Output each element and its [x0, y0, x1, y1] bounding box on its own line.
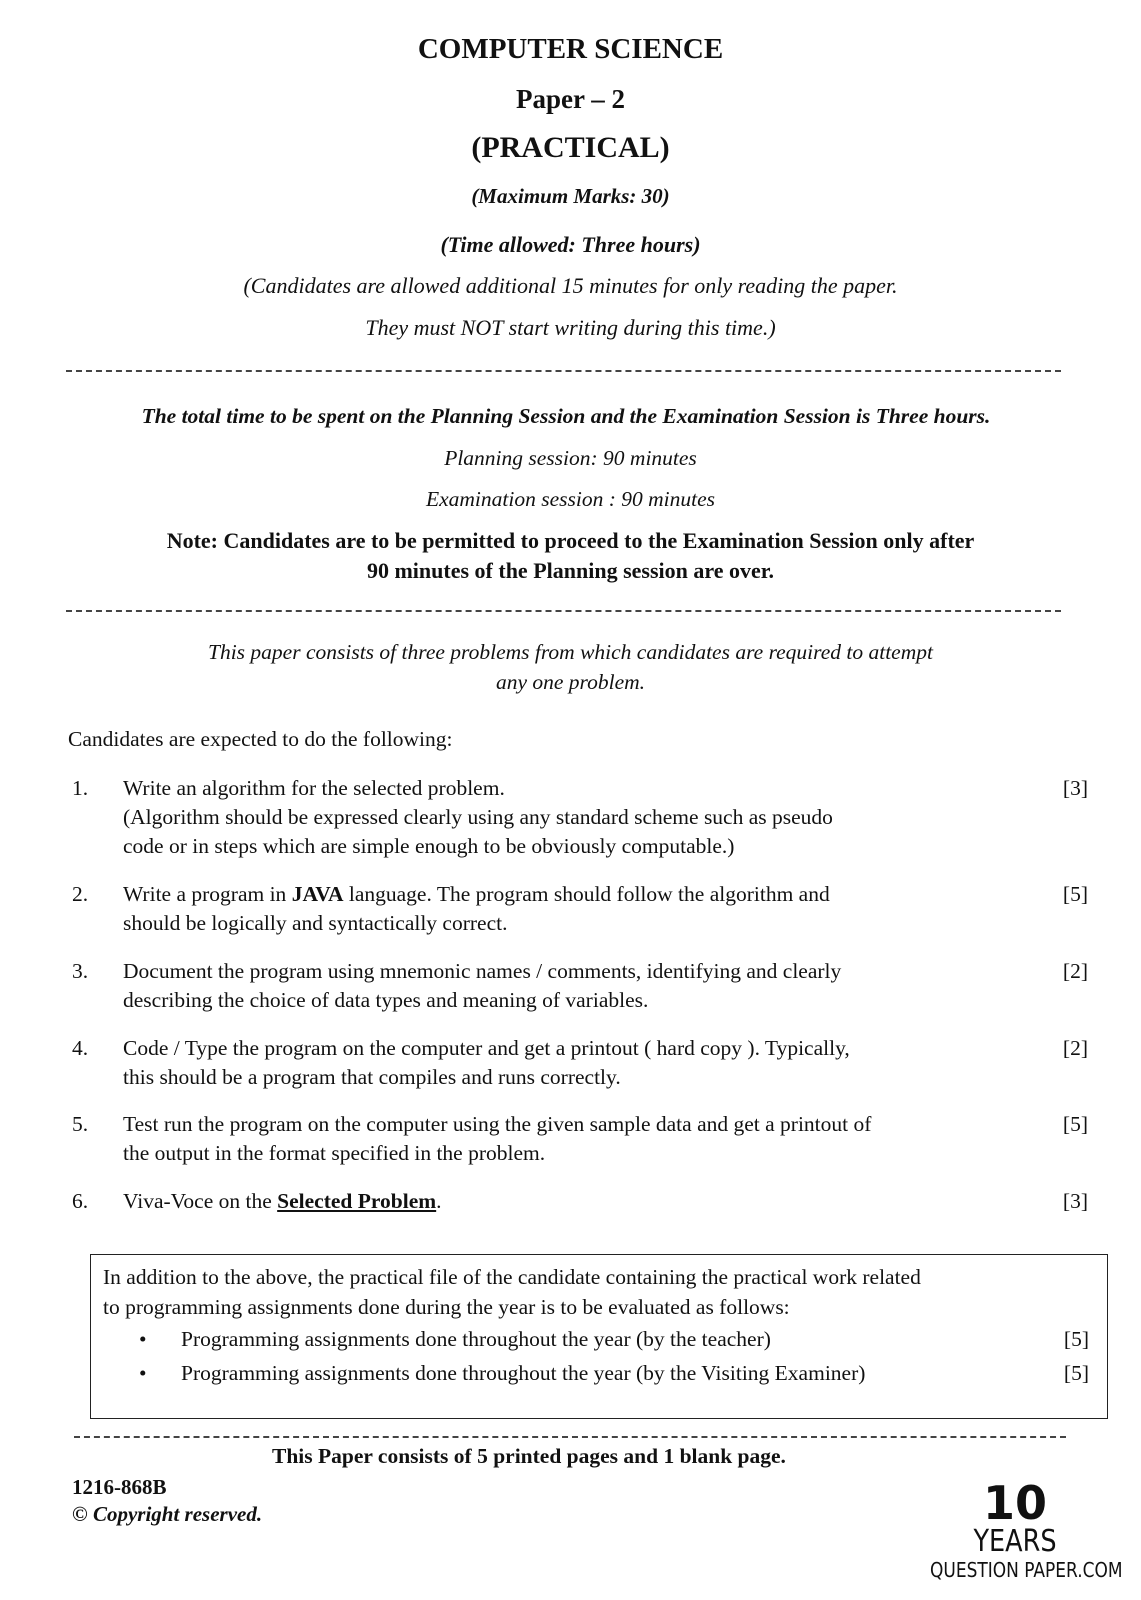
note-line1: Note: Candidates are to be permitted to proceed to the Examination Session only after	[166, 528, 975, 553]
task-text	[123, 1186, 1013, 1216]
paper-type: (PRACTICAL)	[471, 131, 670, 164]
divider	[66, 370, 1061, 372]
task-text: should be logically and syntactically correct.	[123, 911, 508, 935]
task-text	[123, 879, 1013, 909]
task-text-part: Viva-Voce on the	[123, 1189, 278, 1213]
logo-years: YEARS	[973, 1524, 1057, 1559]
task-item	[68, 879, 1088, 941]
copyright-notice: © Copyright reserved.	[72, 1502, 263, 1526]
reading-time-line2: They must NOT start writing during this time.)	[365, 315, 776, 340]
subject-title: COMPUTER SCIENCE	[417, 33, 724, 65]
task-item	[68, 1033, 1088, 1095]
note-line2: 90 minutes of the Planning session are over.	[366, 558, 775, 583]
task-mark: [3]	[1062, 776, 1088, 800]
consists-line1: This paper consists of three problems from which candidates are required to attempt	[208, 640, 933, 664]
evaluation-item-mark: [5]	[1063, 1361, 1089, 1385]
max-marks: (Maximum Marks: 30)	[471, 184, 670, 208]
task-item	[68, 956, 1088, 1018]
task-text: code or in steps which are simple enough to be obviously computable.)	[123, 834, 735, 858]
task-mark: [2]	[1062, 959, 1088, 983]
java-keyword: JAVA	[291, 882, 344, 906]
consists-line2: any one problem.	[495, 670, 646, 694]
task-text: Test run the program on the computer using the given sample data and get a printout of	[123, 1112, 872, 1136]
task-text: the output in the format specified in the problem.	[123, 1141, 546, 1165]
task-item	[68, 773, 1088, 865]
page-count-note: This Paper consists of 5 printed pages and 1 blank page.	[272, 1444, 786, 1468]
evaluation-item-text: Programming assignments done throughout the year (by the teacher)	[181, 1327, 771, 1351]
task-number: 2.	[72, 882, 89, 906]
task-number: 6.	[72, 1189, 89, 1213]
practical-file-box	[90, 1254, 1108, 1419]
task-mark: [5]	[1062, 882, 1088, 906]
task-mark: [5]	[1062, 1112, 1088, 1136]
task-number: 3.	[72, 959, 89, 983]
evaluation-item-text: Programming assignments done throughout the year (by the Visiting Examiner)	[181, 1361, 866, 1385]
practical-file-line2: to programming assignments done during the year is to be evaluated as follows:	[103, 1295, 790, 1319]
total-time-statement: The total time to be spent on the Planning Session and the Examination Session is Three hours.	[141, 404, 991, 428]
task-text: Code / Type the program on the computer and get a printout ( hard copy ). Typically,	[123, 1036, 850, 1060]
bullet-icon: •	[139, 1361, 147, 1385]
task-text: this should be a program that compiles and runs correctly.	[123, 1065, 621, 1089]
task-text-part: language. The program should follow the algorithm and	[343, 882, 830, 906]
task-text: (Algorithm should be expressed clearly using any standard scheme such as pseudo	[123, 805, 833, 829]
expected-intro: Candidates are expected to do the following:	[68, 727, 453, 751]
divider	[74, 1436, 1066, 1438]
paper-code: 1216-868B	[72, 1475, 167, 1499]
task-item	[68, 1186, 1088, 1218]
bullet-icon: •	[139, 1327, 147, 1351]
evaluation-item-mark: [5]	[1063, 1327, 1089, 1351]
task-number: 4.	[72, 1036, 89, 1060]
task-number: 5.	[72, 1112, 89, 1136]
watermark-logo	[915, 1476, 1123, 1582]
practical-file-line1: In addition to the above, the practical file of the candidate containing the practical work related	[103, 1265, 921, 1289]
task-mark: [3]	[1062, 1189, 1088, 1213]
task-text-part: .	[436, 1189, 442, 1213]
task-text: Write an algorithm for the selected problem.	[123, 776, 505, 800]
task-number: 1.	[72, 776, 89, 800]
task-text: describing the choice of data types and meaning of variables.	[123, 988, 649, 1012]
divider	[66, 610, 1061, 612]
task-item	[68, 1109, 1088, 1171]
selected-problem-emphasis: Selected Problem	[277, 1189, 437, 1213]
examination-session: Examination session : 90 minutes	[425, 487, 716, 511]
task-mark: [2]	[1062, 1036, 1088, 1060]
task-text: Document the program using mnemonic names / comments, identifying and clearly	[123, 959, 842, 983]
planning-session: Planning session: 90 minutes	[444, 446, 697, 470]
logo-number: 10	[982, 1476, 1047, 1530]
reading-time-line1: (Candidates are allowed additional 15 minutes for only reading the paper.	[243, 273, 898, 298]
time-allowed: (Time allowed: Three hours)	[440, 232, 701, 257]
paper-number: Paper – 2	[516, 84, 625, 114]
task-text-part: Write a program in	[123, 882, 292, 906]
logo-site: QUESTION PAPER.COM	[930, 1558, 1123, 1582]
